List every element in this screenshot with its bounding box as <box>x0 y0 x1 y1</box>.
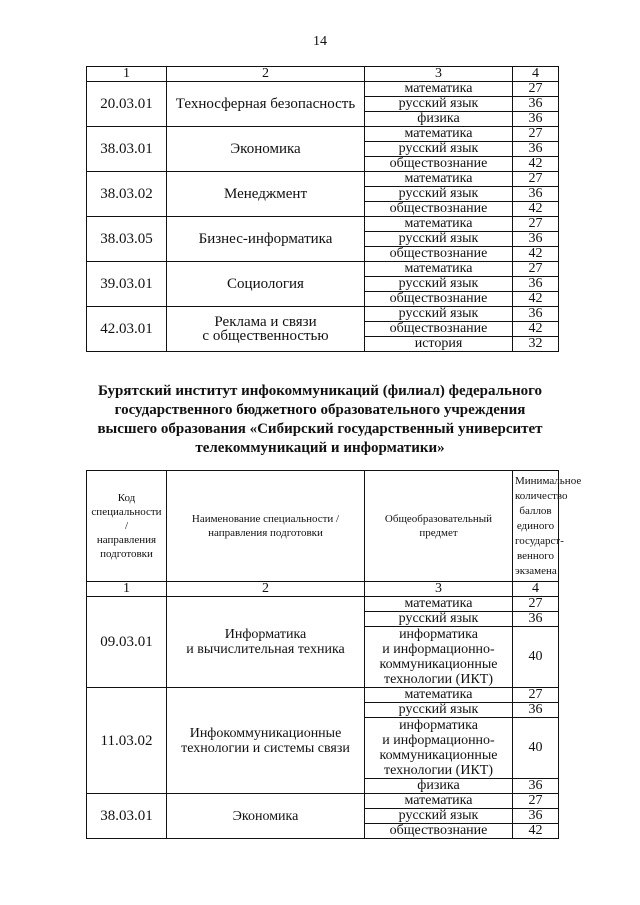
table-row <box>87 262 559 277</box>
specialty-name-line: и вычислительная техника <box>186 642 345 657</box>
subject: математика <box>365 794 513 809</box>
table-row <box>87 127 559 142</box>
specialty-code: 11.03.02 <box>87 688 167 794</box>
column-number: 1 <box>87 582 167 597</box>
specialty-name: Социология <box>167 262 365 307</box>
subject: математика <box>365 597 513 612</box>
min-score: 36 <box>513 232 559 247</box>
subject: русский язык <box>365 232 513 247</box>
subject <box>365 627 513 688</box>
specialty-name: Менеджмент <box>167 172 365 217</box>
min-score: 40 <box>513 718 559 779</box>
subject: обществознание <box>365 202 513 217</box>
min-score: 27 <box>513 127 559 142</box>
column-number: 2 <box>167 582 365 597</box>
column-number: 2 <box>167 67 365 82</box>
specialty-code: 09.03.01 <box>87 597 167 688</box>
table-row <box>87 794 559 809</box>
subject: математика <box>365 127 513 142</box>
subject <box>365 718 513 779</box>
subject: обществознание <box>365 247 513 262</box>
min-score: 27 <box>513 172 559 187</box>
subject-line: технологии (ИКТ) <box>384 672 493 687</box>
table-row <box>87 217 559 232</box>
column-number: 1 <box>87 67 167 82</box>
column-number: 4 <box>513 582 559 597</box>
institution-heading <box>60 382 580 458</box>
min-score: 27 <box>513 688 559 703</box>
header-name <box>167 471 365 582</box>
subject: физика <box>365 112 513 127</box>
specialty-code: 38.03.02 <box>87 172 167 217</box>
specialty-name: Бизнес-информатика <box>167 217 365 262</box>
header-line: баллов <box>519 504 552 517</box>
subject-line: и информационно- <box>382 642 495 657</box>
min-score: 27 <box>513 262 559 277</box>
subject: математика <box>365 172 513 187</box>
min-score: 36 <box>513 809 559 824</box>
min-score: 42 <box>513 157 559 172</box>
specialty-name: Экономика <box>167 127 365 172</box>
min-score: 36 <box>513 97 559 112</box>
specialty-code: 38.03.05 <box>87 217 167 262</box>
specialty-name-line: Реклама и связи <box>214 314 317 330</box>
min-score: 36 <box>513 187 559 202</box>
subject: русский язык <box>365 809 513 824</box>
min-score: 36 <box>513 142 559 157</box>
subject: русский язык <box>365 703 513 718</box>
specialty-name-line: с общественностью <box>202 328 329 344</box>
specialty-name: Экономика <box>167 794 365 839</box>
subject-line: и информационно- <box>382 733 495 748</box>
min-score: 36 <box>513 779 559 794</box>
subject: русский язык <box>365 612 513 627</box>
specialty-name <box>167 597 365 688</box>
specialty-name <box>167 307 365 352</box>
specialty-name <box>167 688 365 794</box>
subject: русский язык <box>365 142 513 157</box>
subject-line: информатика <box>399 627 478 642</box>
subject-line: коммуникационные <box>379 657 498 672</box>
specialty-code: 38.03.01 <box>87 127 167 172</box>
header-line: Код <box>117 492 136 504</box>
header-line: специальности / <box>91 506 162 532</box>
min-score: 36 <box>513 612 559 627</box>
header-line: Наименование специальности / <box>191 513 340 525</box>
header-line: подготовки <box>100 548 153 560</box>
min-score: 42 <box>513 202 559 217</box>
header-line: направления подготовки <box>208 527 323 539</box>
column-number-row <box>87 582 559 597</box>
header-code <box>87 471 167 582</box>
specialty-name-line: технологии и системы связи <box>181 740 350 756</box>
subject: обществознание <box>365 322 513 337</box>
header-line: количество <box>515 489 568 502</box>
table-row <box>87 82 559 97</box>
min-score: 36 <box>513 307 559 322</box>
admission-table-continued <box>86 66 559 352</box>
subject: обществознание <box>365 157 513 172</box>
column-number-row <box>87 67 559 82</box>
header-line: Общеобразовательный <box>384 513 493 525</box>
subject-line: информатика <box>399 718 478 733</box>
specialty-name: Техносферная безопасность <box>167 82 365 127</box>
column-number: 3 <box>365 582 513 597</box>
specialty-code: 38.03.01 <box>87 794 167 839</box>
table-row <box>87 597 559 612</box>
column-number: 3 <box>365 67 513 82</box>
admission-table-institute <box>86 470 582 839</box>
min-score: 32 <box>513 337 559 352</box>
header-line: венного <box>516 549 555 562</box>
specialty-code: 39.03.01 <box>87 262 167 307</box>
heading-line: высшего образования «Сибирский государственный университет <box>97 421 543 437</box>
subject: физика <box>365 779 513 794</box>
subject: обществознание <box>365 824 513 839</box>
header-line: предмет <box>419 527 458 539</box>
min-score: 36 <box>513 112 559 127</box>
header-row <box>87 471 559 582</box>
heading-line: Бурятский институт инфокоммуникаций (филиал) федерального <box>97 383 543 399</box>
heading-line: государственного бюджетного образовательного учреждения <box>114 402 526 418</box>
table-row <box>87 307 559 322</box>
subject: русский язык <box>365 277 513 292</box>
subject: русский язык <box>365 307 513 322</box>
subject: математика <box>365 262 513 277</box>
header-min-score <box>513 471 582 582</box>
table-row <box>87 688 559 703</box>
subject: математика <box>365 217 513 232</box>
page-number: 14 <box>313 34 327 49</box>
subject-line: технологии (ИКТ) <box>384 763 493 778</box>
min-score: 42 <box>513 322 559 337</box>
subject-line: коммуникационные <box>379 748 498 763</box>
header-line: экзамена <box>515 564 557 577</box>
min-score: 36 <box>513 277 559 292</box>
header-subject <box>365 471 513 582</box>
min-score: 42 <box>513 247 559 262</box>
header-line: направления <box>96 534 157 546</box>
specialty-code: 42.03.01 <box>87 307 167 352</box>
min-score: 27 <box>513 217 559 232</box>
header-line: Минимальное <box>515 474 582 487</box>
specialty-code: 20.03.01 <box>87 82 167 127</box>
min-score: 27 <box>513 794 559 809</box>
min-score: 27 <box>513 597 559 612</box>
subject: русский язык <box>365 187 513 202</box>
specialty-name-line: Информатика <box>224 627 307 642</box>
min-score: 36 <box>513 703 559 718</box>
subject: обществознание <box>365 292 513 307</box>
header-line: государст- <box>515 534 564 547</box>
table-row <box>87 172 559 187</box>
min-score: 42 <box>513 292 559 307</box>
column-number: 4 <box>513 67 559 82</box>
subject: русский язык <box>365 97 513 112</box>
subject: математика <box>365 688 513 703</box>
min-score: 42 <box>513 824 559 839</box>
subject: история <box>365 337 513 352</box>
min-score: 27 <box>513 82 559 97</box>
subject: математика <box>365 82 513 97</box>
header-line: единого <box>516 519 555 532</box>
heading-line: телекоммуникаций и информатики» <box>195 440 445 456</box>
specialty-name-line: Инфокоммуникационные <box>189 725 342 741</box>
min-score: 40 <box>513 627 559 688</box>
